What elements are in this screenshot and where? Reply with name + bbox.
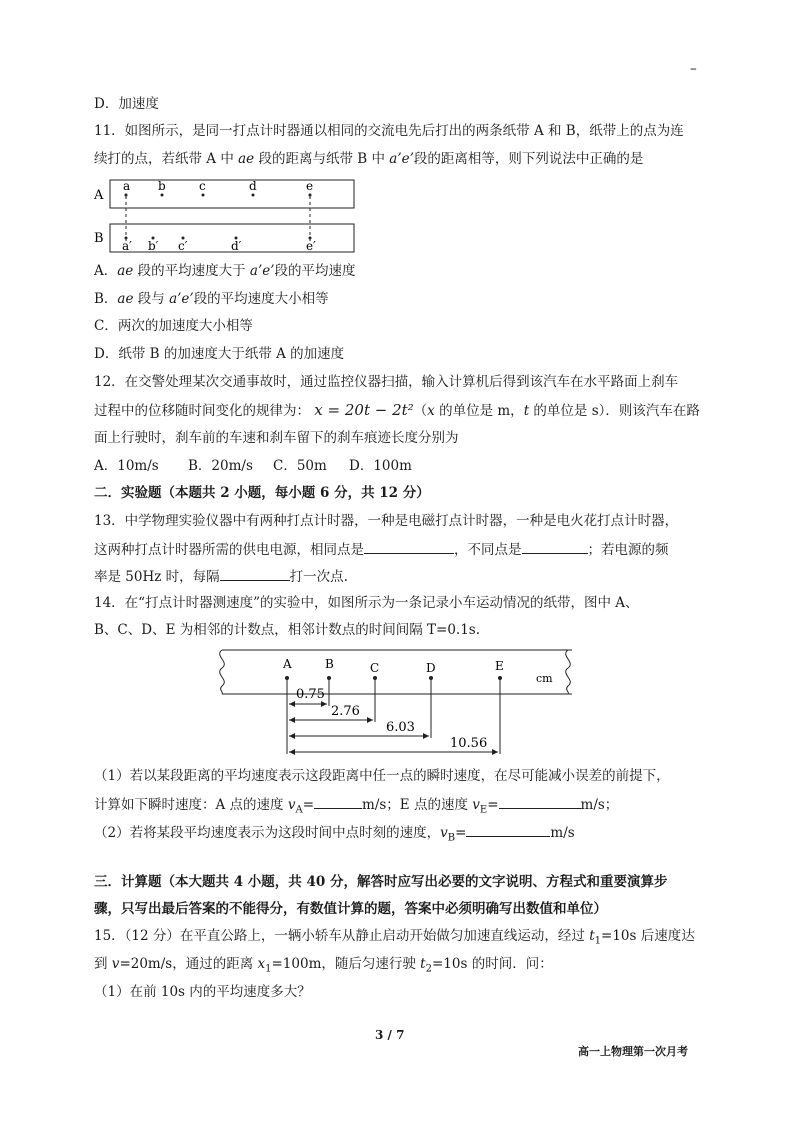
q11-option-text: B． <box>94 291 118 307</box>
q14-sub1-line-2 <box>94 794 618 820</box>
q13-text: ；若电源的频 <box>587 542 669 558</box>
q12-stem-text: 的单位是 s）．则该汽车在路 <box>529 403 700 419</box>
q12-stem-text: 过程中的位移随时间变化的规律为： <box>94 403 310 419</box>
tape-dot-a <box>285 676 289 680</box>
page-number: 3 / 7 <box>375 1028 405 1042</box>
q14-var-v: v <box>287 797 296 813</box>
q13-line-1: 13．中学物理实验仪器中有两种打点计时器，一种是电磁打点计时器，一种是电火花打点计时器， <box>94 513 679 529</box>
tape-a-dot <box>252 194 255 197</box>
q15-text: =10s 的时间．问： <box>431 956 553 972</box>
q12-option-b: B．20m/s <box>188 458 253 474</box>
q13-text: 这两种打点计时器所需的供电电源，相同点是 <box>94 542 364 558</box>
tape-point-label: C <box>370 661 380 675</box>
exam-title: 高一上物理第一次月考 <box>578 1045 688 1058</box>
q12-stem-line-1: 12．在交警处理某次交通事故时，通过监控仪器扫描，输入计算机后得到该汽车在水平路面上刹车 <box>94 374 679 390</box>
q15-var-t: t <box>589 928 595 944</box>
tape-a-dot <box>161 194 164 197</box>
q12-stem-line-3: 面上行驶时，刹车前的车速和刹车留下的刹车痕迹长度分别为 <box>94 430 459 446</box>
section-3-title-line-2: 骤，只写出最后答案的不能得分，有数值计算的题，答案中必须明确写出数值和单位） <box>94 901 607 917</box>
q15-var-v: v <box>111 956 120 972</box>
tape-a-dot <box>202 194 205 197</box>
q11-segment-ae-prime: a’e’ <box>389 151 414 167</box>
q14-text: = <box>302 797 315 813</box>
q15-text: =100m，随后匀速行驶 <box>271 956 421 972</box>
q13-line-2 <box>94 539 669 559</box>
q11-option-text: 段的平均速度大于 <box>133 263 250 279</box>
header-mark: – <box>690 61 697 77</box>
q15-text: =10s 后速度达 <box>601 928 695 944</box>
q14-var-v: v <box>472 797 480 813</box>
tape-dot-e <box>498 676 502 680</box>
q11-option-text: 段的平均速度 <box>274 263 356 279</box>
q13-same-point-blank[interactable] <box>364 539 454 554</box>
q14-text: m/s <box>550 825 575 841</box>
q13-difference-blank[interactable] <box>522 539 588 554</box>
q14-line-1: 14．在“打点计时器测速度”的实验中，如图所示为一条记录小车运动情况的纸带，图中 A、 <box>94 595 639 611</box>
q14-text: 计算如下瞬时速度：A 点的速度 <box>94 797 288 813</box>
tape-a-point-label: e <box>306 179 314 193</box>
distance-label-ae: 10.56 <box>450 736 488 751</box>
q15-text: 到 <box>94 956 112 972</box>
q13-interval-blank[interactable] <box>220 566 290 581</box>
q11-option-text: a’e’ <box>169 291 194 307</box>
tape-left-wavy-edge <box>220 650 225 694</box>
q11-option-text: ae <box>117 263 134 279</box>
q11-stem-text: 段的距离与纸带 B 中 <box>254 151 390 167</box>
q14-ve-blank[interactable] <box>499 794 581 809</box>
tape-unit-label: cm <box>536 672 553 685</box>
q15-line-1 <box>94 927 695 951</box>
section-3-title-line-1: 三．计算题（本大题共 4 小题，共 40 分，解答时应写出必要的文字说明、方程式和重要演算步 <box>94 874 668 890</box>
section-2-title: 二．实验题（本题共 2 小题，每小题 6 分，共 12 分） <box>94 485 430 501</box>
tape-point-label: E <box>495 659 504 673</box>
tape-dot-d <box>429 676 433 680</box>
q10-option-d: D．加速度 <box>94 96 159 112</box>
q12-option-a: A．10m/s <box>94 458 159 474</box>
q14-subscript: A <box>295 804 303 816</box>
q14-va-blank[interactable] <box>314 794 362 809</box>
q13-text: ，不同点是 <box>454 542 522 558</box>
q14-subscript: E <box>479 804 488 816</box>
tape-b-point-label: b′ <box>148 239 159 253</box>
q15-subscript: 1 <box>594 935 602 947</box>
q12-option-d: D．100m <box>349 458 412 474</box>
q11-option-text: 段的平均速度大小相等 <box>193 291 329 307</box>
tape-a-point-label: c <box>199 179 206 193</box>
tape-a <box>110 180 354 208</box>
q14-text: （2）若将某段平均速度表示为这段时间中点时刻的速度， <box>94 825 441 841</box>
q14-subscript: B <box>447 832 456 844</box>
q13-line-3 <box>94 566 348 586</box>
q11-stem-text: 续打的点，若纸带 A 中 <box>94 151 239 167</box>
q14-text: = <box>487 797 499 813</box>
q15-var-x: x <box>257 956 266 972</box>
tape-a-label: A <box>94 188 104 203</box>
tape-point-label: D <box>426 661 436 675</box>
tape-b-label: B <box>94 231 104 246</box>
q13-text: 打一次点. <box>289 569 348 585</box>
q14-tape-figure <box>210 642 580 760</box>
tape-a-point-label: b <box>158 179 166 193</box>
tape-dot-c <box>373 676 377 680</box>
q11-option-text: a’e’ <box>249 263 275 279</box>
q13-text: 率是 50Hz 时，每隔 <box>94 569 220 585</box>
q11-option-c: C．两次的加速度大小相等 <box>94 318 253 334</box>
q14-sub2 <box>94 822 575 848</box>
q12-option-c: C．50m <box>273 458 327 474</box>
tape-b-point-label: d′ <box>231 239 242 253</box>
q12-stem-text: （ <box>413 403 428 419</box>
distance-label-ad: 6.03 <box>386 720 415 735</box>
tape-dot-b <box>327 676 331 680</box>
q15-text: 15．（12 分）在平直公路上，一辆小轿车从静止启动开始做匀加速直线运动，经过 <box>94 928 590 944</box>
q11-segment-ae: ae <box>238 151 255 167</box>
q14-var-v: v <box>440 825 448 841</box>
q14-text: = <box>455 825 467 841</box>
q12-stem-text: 的单位是 m， <box>434 403 524 419</box>
tape-b-point-label: e′ <box>306 239 316 253</box>
q14-text: m/s； <box>580 797 619 813</box>
tape-a-point-label: a <box>123 179 131 193</box>
q11-option-text: A． <box>94 263 118 279</box>
q14-line-2: B、C、D、E 为相邻的计数点，相邻计数点的时间间隔 T=0.1s. <box>94 622 481 638</box>
q11-option-a <box>94 262 356 280</box>
tape-a-point-label: d <box>249 179 257 193</box>
q14-text: m/s；E 点的速度 <box>362 797 473 813</box>
q11-stem-line-2 <box>94 150 643 168</box>
q11-option-text: 段与 <box>133 291 170 307</box>
q11-option-b <box>94 290 329 308</box>
q11-tape-figure <box>88 172 368 260</box>
q15-subscript: 1 <box>265 963 272 975</box>
tape-point-label: B <box>325 657 334 671</box>
q12-stem-line-2 <box>94 401 700 420</box>
q12-var-t: t <box>523 403 530 419</box>
q15-sub1: （1）在前 10s 内的平均速度多大？ <box>94 984 311 1000</box>
q11-option-text: ae <box>117 291 134 307</box>
q15-line-2 <box>94 955 553 979</box>
q14-vb-blank[interactable] <box>466 822 550 837</box>
q15-subscript: 2 <box>425 963 432 975</box>
tape-b-point-label: a′ <box>122 239 132 253</box>
q11-option-d: D．纸带 B 的加速度大于纸带 A 的加速度 <box>94 346 345 362</box>
distance-label-ab: 0.75 <box>296 687 325 702</box>
distance-label-ac: 2.76 <box>331 704 360 719</box>
q11-stem-line-1: 11．如图所示，是同一打点计时器通以相同的交流电先后打出的两条纸带 A 和 B，纸带上的点为连 <box>94 123 684 139</box>
tape-right-wavy-edge <box>566 650 571 694</box>
tape-point-label: A <box>283 657 292 671</box>
q12-formula: x = 20t − 2t² <box>314 401 414 419</box>
q15-var-t: t <box>420 956 426 972</box>
tape-b-point-label: c′ <box>178 239 188 253</box>
q14-sub1-line-1: （1）若以某段距离的平均速度表示这段距离中任一点的瞬时速度，在尽可能减小误差的前提下， <box>94 768 670 784</box>
q15-text: =20m/s，通过的距离 <box>119 956 258 972</box>
q11-stem-text: 段的距离相等，则下列说法中正确的是 <box>413 151 644 167</box>
q12-var-x: x <box>427 403 435 419</box>
